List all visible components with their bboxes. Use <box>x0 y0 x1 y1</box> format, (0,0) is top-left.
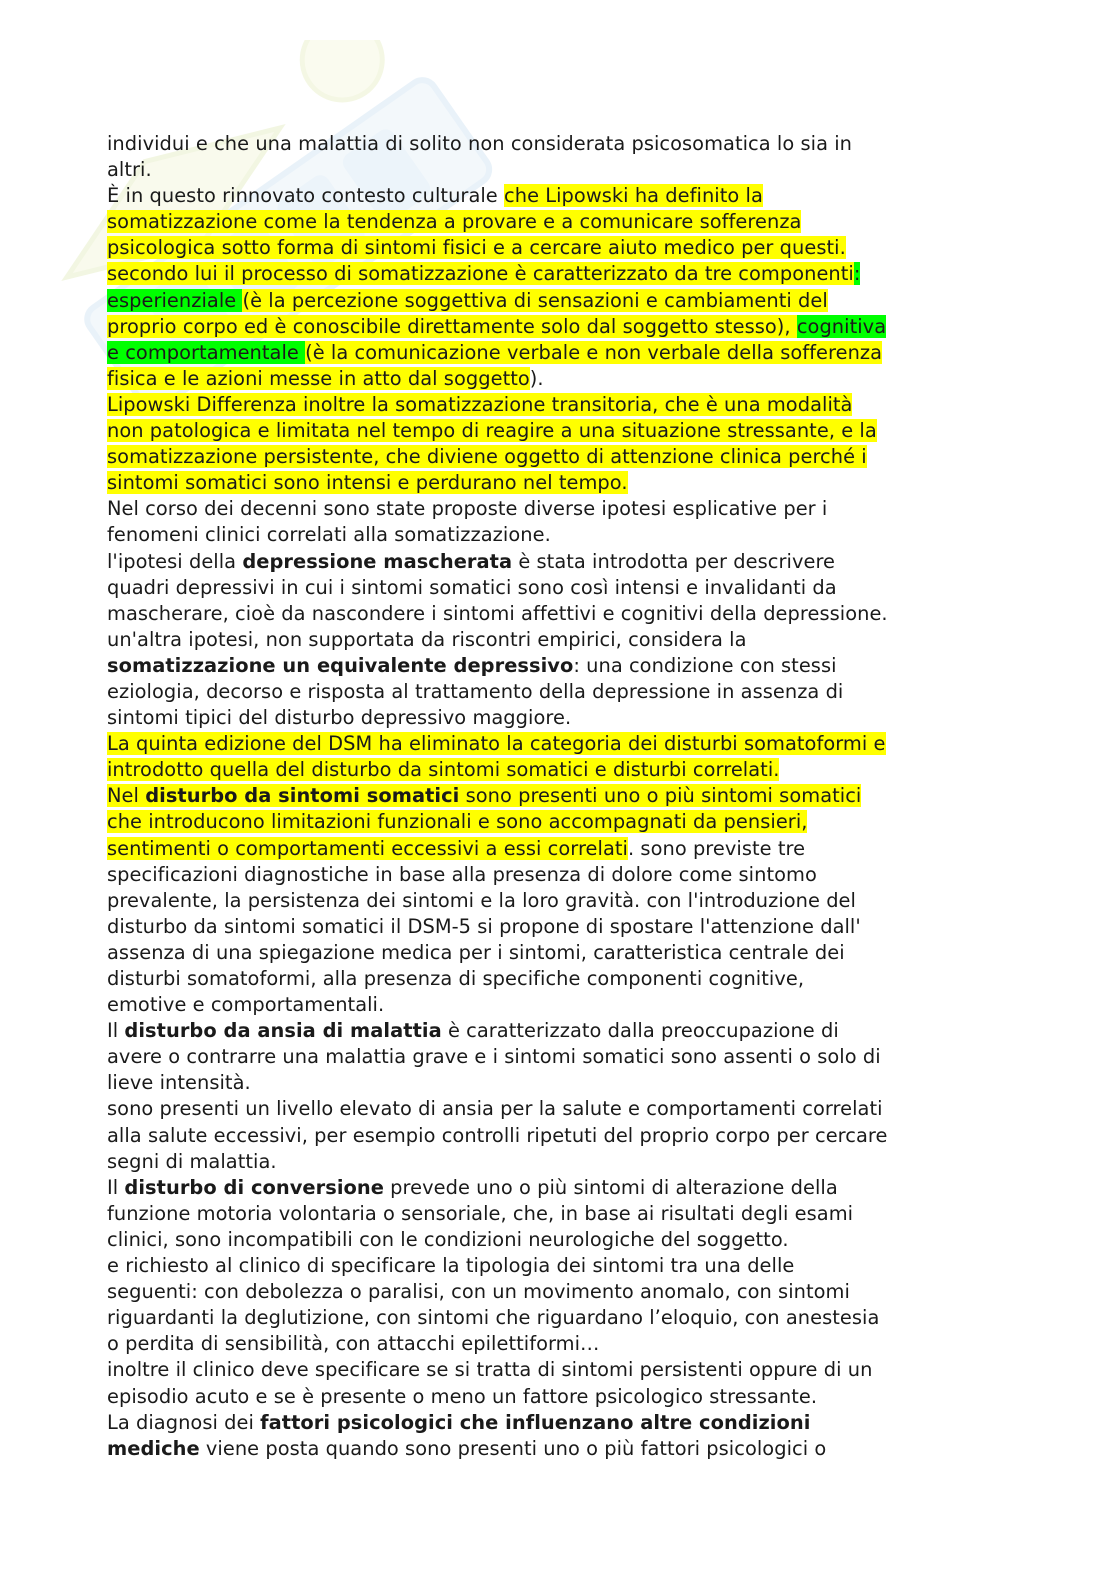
highlighted-text: che Lipowski ha definito la <box>504 184 763 208</box>
text-line <box>107 575 1007 601</box>
text-line <box>107 418 1007 444</box>
text-run: individui e che una malattia di solito non considerata psicosomatica lo sia in <box>107 132 852 155</box>
text-run: La diagnosi dei <box>107 1410 261 1434</box>
text-line <box>107 209 1007 235</box>
text-line <box>107 836 1007 862</box>
text-line <box>107 1149 1007 1175</box>
highlighted-text: cognitiva <box>796 314 887 338</box>
text-run: mascherare, cioè da nascondere i sintomi affettivi e cognitivi della depressione. <box>107 601 888 625</box>
text-line <box>107 1201 1007 1227</box>
bold-term: disturbo da ansia di malattia <box>124 1019 442 1043</box>
text-run: ). <box>529 366 544 390</box>
highlighted-text: sentimenti o comportamenti eccessivi a essi correlati <box>107 836 628 860</box>
text-run: specificazioni diagnostiche in base alla presenza di dolore come sintomo <box>107 862 817 886</box>
highlighted-text: psicologica sotto forma di sintomi fisici e a cercare aiuto medico per questi. <box>107 236 846 260</box>
text-run: prevede uno o più sintomi di alterazione della <box>383 1175 838 1199</box>
text-line <box>107 705 1007 731</box>
text-run: prevalente, la persistenza dei sintomi e la loro gravità. con l'introduzione del <box>107 888 856 912</box>
text-run: quadri depressivi in cui i sintomi somatici sono così intensi e invalidanti da <box>107 575 837 599</box>
highlighted-text: secondo lui il processo di somatizzazione è caratterizzato da tre componenti <box>107 262 854 286</box>
text-line <box>107 392 1007 418</box>
highlighted-text: sono presenti uno o più sintomi somatici <box>459 784 862 808</box>
text-run: avere o contrarre una malattia grave e i sintomi somatici sono assenti o solo di <box>107 1045 881 1069</box>
bold-term: fattori psicologici che influenzano altre condizioni <box>260 1410 811 1434</box>
text-run: è caratterizzato dalla preoccupazione di <box>441 1019 839 1043</box>
text-run: fenomeni clinici correlati alla somatizzazione. <box>107 523 551 547</box>
text-run: : una condizione con stessi <box>573 653 837 677</box>
highlighted-text: non patologica e limitata nel tempo di reagire a una situazione stressante, e la <box>107 419 877 443</box>
text-line <box>107 444 1007 470</box>
text-line <box>107 757 1007 783</box>
text-line <box>107 496 1007 522</box>
text-line <box>107 1175 1007 1201</box>
document-body <box>107 131 1007 1462</box>
bold-term: somatizzazione un equivalente depressivo <box>107 653 574 677</box>
text-line <box>107 627 1007 653</box>
text-run: altri. <box>107 158 152 182</box>
highlighted-text: : <box>853 262 861 286</box>
text-line <box>107 1410 1007 1436</box>
text-line <box>107 340 1007 366</box>
text-line <box>107 1279 1007 1305</box>
text-line <box>107 1123 1007 1149</box>
highlighted-text: (è la comunicazione verbale e non verbale della sofferenza <box>305 340 883 364</box>
highlighted-text: La quinta edizione del DSM ha eliminato la categoria dei disturbi somatoformi e <box>107 732 886 756</box>
text-line <box>107 1018 1007 1044</box>
text-run: funzione motoria volontaria o sensoriale, che, in base ai risultati degli esami <box>107 1201 854 1225</box>
text-line <box>107 549 1007 575</box>
text-run: Il <box>107 1019 125 1043</box>
text-run: un'altra ipotesi, non supportata da riscontri empirici, considera la <box>107 627 747 651</box>
highlighted-text: (è la percezione soggettiva di sensazioni e cambiamenti del <box>242 288 828 312</box>
text-run: eziologia, decorso e risposta al trattamento della depressione in assenza di <box>107 679 844 703</box>
text-line <box>107 731 1007 757</box>
text-line <box>107 888 1007 914</box>
text-run: o perdita di sensibilità, con attacchi epilettiformi… <box>107 1332 600 1356</box>
text-line <box>107 1070 1007 1096</box>
text-line <box>107 1305 1007 1331</box>
text-line <box>107 157 1007 183</box>
text-run: alla salute eccessivi, per esempio controlli ripetuti del proprio corpo per cercare <box>107 1123 888 1147</box>
highlighted-text: Lipowski Differenza inoltre la somatizzazione transitoria, che è una modalità <box>107 392 853 416</box>
text-run: disturbo da sintomi somatici il DSM-5 si propone di spostare l'attenzione dall' <box>107 914 861 938</box>
text-line <box>107 1044 1007 1070</box>
text-line <box>107 235 1007 261</box>
text-line <box>107 131 1007 157</box>
text-line <box>107 1357 1007 1383</box>
text-line <box>107 1384 1007 1410</box>
text-line <box>107 314 1007 340</box>
highlighted-text: fisica e le azioni messe in atto dal soggetto <box>107 366 530 390</box>
highlighted-text: somatizzazione come la tendenza a provare e a comunicare sofferenza <box>107 210 802 234</box>
text-run: Il <box>107 1175 125 1199</box>
highlighted-text: somatizzazione persistente, che diviene oggetto di attenzione clinica perché i <box>107 445 867 469</box>
text-run: inoltre il clinico deve specificare se si tratta di sintomi persistenti oppure di un <box>107 1358 873 1382</box>
text-run: . sono previste tre <box>627 836 806 860</box>
text-line <box>107 183 1007 209</box>
text-run: emotive e comportamentali. <box>107 993 385 1017</box>
text-run: disturbi somatoformi, alla presenza di specifiche componenti cognitive, <box>107 967 805 990</box>
text-line <box>107 862 1007 888</box>
text-line <box>107 1331 1007 1357</box>
text-run: l'ipotesi della <box>107 549 243 573</box>
text-line <box>107 992 1007 1018</box>
text-line <box>107 522 1007 548</box>
text-line <box>107 809 1007 835</box>
text-run: seguenti: con debolezza o paralisi, con un movimento anomalo, con sintomi <box>107 1280 850 1304</box>
text-line <box>107 601 1007 627</box>
text-line <box>107 366 1007 392</box>
text-run: riguardanti la deglutizione, con sintomi che riguardano l’eloquio, con anestesia <box>107 1306 880 1330</box>
highlighted-text: limitazioni funzionali e sono accompagnati da pensieri, <box>270 810 808 834</box>
text-line <box>107 1227 1007 1253</box>
text-line <box>107 783 1007 809</box>
bold-term: mediche <box>107 1436 200 1460</box>
highlighted-text: esperienziale <box>107 288 243 312</box>
highlighted-text: e comportamentale <box>107 340 306 364</box>
highlighted-text: sintomi somatici sono intensi e perdurano nel tempo. <box>107 471 628 495</box>
text-line <box>107 288 1007 314</box>
highlighted-text: proprio corpo ed è conoscibile direttamente solo dal soggetto stesso), <box>107 314 797 338</box>
text-run: è stata introdotta per descrivere <box>512 549 836 573</box>
highlighted-text: che introducono <box>107 810 271 834</box>
highlighted-text: introdotto quella del disturbo da sintomi somatici e disturbi correlati. <box>107 758 780 782</box>
text-line <box>107 261 1007 287</box>
text-line <box>107 679 1007 705</box>
text-run: assenza di una spiegazione medica per i sintomi, caratteristica centrale dei <box>107 940 845 964</box>
text-run: sintomi tipici del disturbo depressivo maggiore. <box>107 706 572 730</box>
text-line <box>107 470 1007 496</box>
text-line <box>107 1096 1007 1122</box>
text-line <box>107 966 1007 992</box>
text-line <box>107 653 1007 679</box>
highlighted-text: Nel <box>107 784 146 808</box>
text-line <box>107 914 1007 940</box>
text-run: e richiesto al clinico di specificare la tipologia dei sintomi tra una delle <box>107 1254 795 1278</box>
text-run: clinici, sono incompatibili con le condizioni neurologiche del soggetto. <box>107 1227 789 1251</box>
text-run: segni di malattia. <box>107 1149 277 1173</box>
text-line <box>107 1436 1007 1462</box>
text-run: episodio acuto e se è presente o meno un fattore psicologico stressante. <box>107 1384 818 1408</box>
text-run: sono presenti un livello elevato di ansia per la salute e comportamenti correlati <box>107 1097 883 1121</box>
text-run: Nel corso dei decenni sono state proposte diverse ipotesi esplicative per i <box>107 497 828 521</box>
text-line <box>107 940 1007 966</box>
text-run: viene posta quando sono presenti uno o più fattori psicologici o <box>199 1436 827 1460</box>
bold-term: disturbo di conversione <box>124 1175 384 1199</box>
bold-term: depressione mascherata <box>242 549 513 573</box>
text-run: lieve intensità. <box>107 1071 251 1095</box>
text-run: È in questo rinnovato contesto culturale <box>107 184 505 208</box>
text-line <box>107 1253 1007 1279</box>
highlighted-text: disturbo da sintomi somatici <box>145 784 460 808</box>
